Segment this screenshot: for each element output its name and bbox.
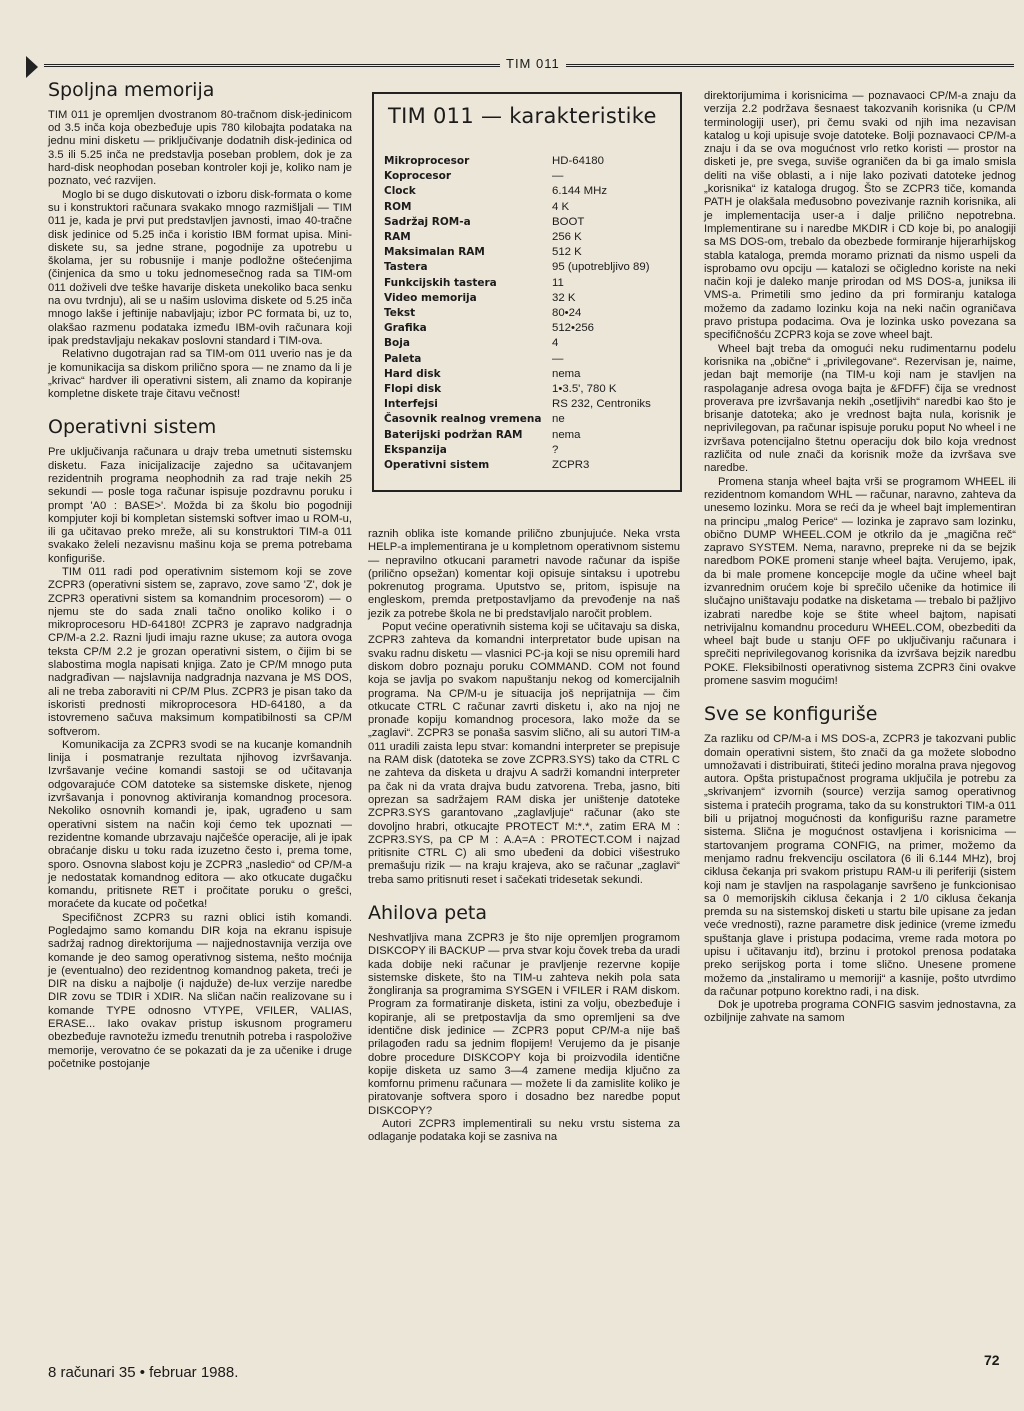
paragraph: Specifičnost ZCPR3 su razni oblici istih komandi. Pogledajmo samo komandu DIR koja na ekranu ispisuje sadržaj radnog direktorijuma — najjednostavnija verzija ove komande je deo samog operativnog sistema, nešto moćnija je (eventualno) deo rezidentnog komandnog paketa, treći je DIR na disku a najbolje (i najduže) de-lux verzije naredbe DIR zovu se TDIR i XDIR. Na sličan način realizovane su i komande TYPE odnosno VTYPE, VFILER, VALIAS, ERASE... Iako ovakav pristup iskusnom programeru obezbeđuje ravnotežu između trenutnih potreba i raspoložive memorije, verovatno će se pokazati da je za učenike i druge početnike postojanje — [48, 911, 352, 1070]
paragraph: Relativno dugotrajan rad sa TIM-om 011 uverio nas je da je komunikacija sa diskom prilično spora — ne znamo da li je „krivac“ hardver ili operativni sistem, ali znamo da kopiranje kompletne diskete traje čitavu večnost! — [48, 348, 352, 401]
paragraph: Neshvatljiva mana ZCPR3 je što nije opremljen programom DISKCOPY ili BACKUP — prva stvar koju čovek treba da uradi kada dobije neki računar je pravljenje rezervne kopije sistemske diskete, što na TIM-u zahteva nekih pola sata žongliranja sa programima SYSGEN i VFILER i RAM diskom. Program za formatiranje disketa, istini za volju, obezbeđuje i kopiranje, ali se pretpostavlja da smo opremljeni sa dve identične disk jedinice — ZCPR3 poput CP/M-a nije baš prilagođen radu sa jednim flopijem! Verujemo da je pisanje dobre procedure DISKCOPY koja bi proizvodila identične kopije disketa uz samo 3—4 zamene medija ključno za komfornu primenu računara — možete li da zamislite koliko je piratovanje softvera sporo i dosadno bez naredbe poput DISKCOPY? — [368, 931, 680, 1117]
paragraph: direktorijumima i korisnicima — poznavaoci CP/M-a znaju da verzija 2.2 podržava šesnaest takozvanih korisnika (u CP/M terminologiji user), pri čemu svaki od njih ima nezavisan katalog u koji upisuje svoje datoteke. Bolji poznavaoci CP/M-a znaju i da se ova mogućnost vrlo retko koristi — prostor na disketi je, pre svega, suviše ograničen da bi ga imalo smisla deliti na više oblasti, a i nije lako pozivati datoteke jednog „korisnika“ iz kataloga drugog. Što se ZCPR3 tiče, komanda PATH je olakšala međusobno povezivanje raznih korisnika, ali je implementacija user-a i dalje prilično nepotrebna. Implementirane su i naredbe MKDIR i CD koje bi, po analogiji sa MS DOS-om, trebalo da obezbede formiranje hijerarhijskog stabla kataloga, premda moramo priznati da nismo uspeli da isprobamo ovu opciju — katalozi se očigledno koriste na neki način koji je daleko manje prirodan od MS DOS-a, juniksa ili VMS-a. Primetili smo jedino da pri formiranju kataloga možemo da zadamo lozinku koja na neki način ograničava pravo pristupa podacima. Ova je lozinka usko povezana sa specifičnošću ZCPR3 koja se zove wheel bajt. — [704, 90, 1016, 342]
spec-value: RS 232, Centroniks — [552, 398, 651, 411]
spec-row — [384, 397, 670, 412]
paragraph: raznih oblika iste komande prilično zbunjujuće. Neka vrsta HELP-a implementirana je u kompletnom operativnom sistemu — nepravilno otkucani parametri navode računar da ispiše (prilično opsežan) komentar koji opisuje sintaksu i upotrebu pokrenutog programa. Uputstvo se, pritom, ispisuje na engleskom, premda pretpostavljamo da prevođenje na naš jezik za potrebe škola ne bi predstavljalo naročit problem. — [368, 528, 680, 620]
spec-value: 6.144 MHz — [552, 185, 608, 198]
spec-value: 1•3.5', 780 K — [552, 383, 617, 396]
header-title: TIM 011 — [506, 56, 560, 71]
spec-key: Baterijski podržan RAM — [384, 428, 523, 441]
column-middle — [368, 528, 680, 1145]
page-footer: 8 računari 35 • februar 1988. — [48, 1364, 239, 1381]
spec-key: Operativni sistem — [384, 459, 490, 472]
spec-row — [384, 154, 670, 169]
spec-row — [384, 306, 670, 321]
spec-value: 11 — [552, 276, 564, 289]
spec-value: nema — [552, 367, 581, 380]
spec-box-title: TIM 011 — karakteristike — [388, 104, 657, 128]
paragraph: TIM 011 je opremljen dvostranom 80-tračnom disk-jedinicom od 3.5 inča koja obezbeđuje upis 780 kilobajta podataka na jednu mini disketu — priključivanje dodatnih disk-jedinica od 3.5 ili 5.25 inča ne predstavlja poseban problem, dok je za hard-disk neophodan poseban kontroler koji je, koliko nam je poznato, već razvijen. — [48, 108, 352, 188]
spec-row — [384, 458, 670, 473]
paragraph: Promena stanja wheel bajta vrši se programom WHEEL ili rezidentnom komandom WHL — računar, naravno, zahteva da unesemo lozinku. Mora se reći da je wheel bajt implementiran na principu „malog Perice“ — lozinka je zapravo sam lozinku, obično DUMP WHEEL.COM je otkrilo da je „magična reč“ zapravo SYSTEM. Nema, naravno, prepreke ni da se bejzik naredbom POKE promeni stanje wheel bajta. Verujemo, ipak, da bi male promene koncepcije mogle da učine wheel bajt izvanrednim orućem koje bi sprečilo učenike da hotimice ili slučajno uništavaju podatke na disketama — trebalo bi pažljivo izabrati naredbe koje se štite wheel bajtom, napisati netrivijalnu komandnu proceduru WHEEL.COM, obezbediti da wheel bajt bude u stanju OFF po uključivanju računara i sprečiti neprivilegovanog korisnika da izvršava bejzik naredbu POKE. Fleksibilnosti operativnog sistema ZCPR3 čini ovakve promene sasvim mogućim! — [704, 475, 1016, 688]
spec-row — [384, 245, 670, 260]
spec-row — [384, 230, 670, 245]
spec-key: Sadržaj ROM-a — [384, 215, 471, 228]
spec-value: ne — [552, 413, 565, 426]
spec-value: 95 (upotrebljivo 89) — [552, 261, 650, 274]
spec-value: 512 K — [552, 246, 582, 259]
paragraph: Dok je upotreba programa CONFIG sasvim jednostavna, za ozbiljnije zahvate na samom — [704, 999, 1016, 1025]
heading-operativni-sistem: Operativni sistem — [48, 416, 217, 439]
spec-key: Clock — [384, 185, 416, 198]
spec-key: ROM — [384, 200, 412, 213]
spec-key: Hard disk — [384, 367, 441, 380]
spec-key: Paleta — [384, 352, 422, 365]
paragraph: TIM 011 radi pod operativnim sistemom koji se zove ZCPR3 (operativni sistem se, zapravo, zove samo 'Z', dok je ZCPR3 operativni sistem sa komandnim procesorom) — o njemu ste do sada znali tačno onoliko koliko i o mikroprocesoru HD-64180! ZCPR3 je zapravo nadgradnja CP/M-a 2.2. Razni ljudi imaju razne ukuse; za autora ovoga teksta CP/M 2.2 je grozan operativni sistem, o čijim bi se slabostima mogla napisati knjiga. Zato je CP/M mnogo puta nadgrađivan — najslavnija nadgradnja nazvana je MS DOS, ali ne treba zaboraviti ni CP/M Plus. ZCPR3 je pisan tako da iskoristi prednosti mikroprocesora HD-64180, a da istovremeno sačuva maksimum kompatibilnosti sa CP/M softverom. — [48, 565, 352, 738]
spec-row — [384, 184, 670, 199]
spec-value: 4 K — [552, 200, 570, 213]
spec-row — [384, 276, 670, 291]
spec-value: 4 — [552, 337, 559, 350]
paragraph: Komunikacija za ZCPR3 svodi se na kucanje komandnih linija i posmatranje rezultata njihovog izvršavanja. Izvršavanje većine komandi sastoji se od učitavanja odgovarajuće COM datoteke sa sistemske diskete, njenog izvršavanja i ponovnog aktiviranja komandnog procesora. Nekoliko osnovnih komandi je, ipak, ugrađeno u sam operativni sistem na način koji ćemo tek upoznati — rezidentne komande ubrzavaju najčešće operacije, ali je ipak obraćanje disku u toku rada izuzetno često i, prema tome, sporo. Osnovna slabost koju je ZCPR3 „nasledio“ od CP/M-a je nedostatak komandnog editora — ako otkucate dugačku komandu, pritisnete RET i pročitate poruku o grešci, moraćete da kucate od početka! — [48, 738, 352, 911]
spec-value: 256 K — [552, 231, 582, 244]
spec-row — [384, 367, 670, 382]
spec-row — [384, 382, 670, 397]
spec-row — [384, 200, 670, 215]
spec-key: Mikroprocesor — [384, 155, 470, 167]
heading-sve-se-konfigurise: Sve se konfiguriše — [704, 703, 878, 726]
column-right — [704, 90, 1016, 1026]
heading-spoljna-memorija: Spoljna memorija — [48, 79, 215, 101]
spec-key: Grafika — [384, 322, 427, 335]
paragraph: Wheel bajt treba da omogući neku rudimentarnu podelu korisnika na „obične“ i „privilegovane“. Rezervisan je, naime, jedan bajt memorije (na TIM-u koji nam je stavljen na raspolaganje adresa ovoga bajta je &FDFF) čija se vrednost proverava pre izvršavanja nekih „osetljivih“ naredbi kao što je brisanje datoteka; ako je vrednost bajta nula, korisnik je neprivilegovan, pa računar ispisuje poruku poput No wheel i ne izvršava potencijalno štetnu operaciju dok bilo koja vrednost različita od nule znači da korisnik može da izvršava sve naredbe. — [704, 342, 1016, 475]
spec-key: Funkcijskih tastera — [384, 276, 497, 289]
spec-value: 32 K — [552, 291, 576, 304]
spec-row — [384, 260, 670, 275]
spec-row — [384, 215, 670, 230]
spec-key: Flopi disk — [384, 383, 442, 396]
paragraph: Moglo bi se dugo diskutovati o izboru disk-formata o kome su i konstruktori računara svakako mnogo razmišljali — TIM 011 je, kada je prvi put predstavljen javnosti, imao 40-tračne disk jedinice od 5.25 inča i koristio IBM format upisa. Mini-diskete su, sa jedne strane, pogodnije za upotrebu u školama, jer su robusnije i manje podložne oštećenjima (činjenica da smo u toku jednomesečnog rada sa TIM-om 011 doživeli dve teške havarije disketa unekoliko baca senku na ovu tvrdnju), ali se u našim uslovima diskete od 5.25 inča mnogo lakše i jeftinije nabavljaju; izbor PC formata bi, uz to, olakšao razmenu podataka između IBM-ovih računara koji ipak predstavljaju nekakav poslovni standard i TIM-ova. — [48, 188, 352, 347]
spec-key: Časovnik realnog vremena — [384, 413, 542, 426]
spec-row — [384, 169, 670, 184]
spec-value: — — [552, 352, 564, 365]
spec-value: ZCPR3 — [552, 459, 590, 472]
heading-ahilova-peta: Ahilova peta — [368, 902, 487, 925]
paragraph: Poput većine operativnih sistema koji se učitavaju sa diska, ZCPR3 zahteva da komandni interpretator bude upisan na svaku radnu disketu — vlasnici PC-ja koji se nisu opremili hard diskom dobro poznaju poruku COMMAND. COM not found koja se javlja po svakom napuštanju nekog od komercijalnih programa. Na CP/M-u je situacija još neprijatnija — čim otkucate CTRL C računar zavrti disketu i, ako na njoj ne pronađe kopiju komandnog procesora, lako može da se „zaglavi“. ZCPR3 se ponaša sasvim slično, ali su autori TIM-a 011 uradili zaista lepu stvar: komandni interpreter se prepisuje na RAM disk (datoteka se zove ZCPR3.SYS) tako da CTRL C ne zahteva da disketa u drajvu A sadrži komandni interpreter pa čak ni da vrata drajva budu zatvorena. Treba, jasno, biti oprezan sa sadržajem RAM diska jer uništenje datoteke ZCPR3.SYS garantovano „zaglavljuje“ računar (ako ste dovoljno hrabri, otkucajte PROTECT M:*.*, zatim ERA M : ZCPR3.SYS, pa CP M : A.A=A : PROTECT.COM i najzad pritisnite CTRL C) ali smo ubeđeni da dobici višestruko premašuju rizik — na kraju krajeva, ako se računar „zaglavi“ treba samo pritisnuti reset i sačekati tridesetak sekundi. — [368, 621, 680, 886]
paragraph: Autori ZCPR3 implementirali su neku vrstu sistema za odlaganje podataka koji se zasniva na — [368, 1118, 680, 1144]
spec-row — [384, 291, 670, 306]
spec-row — [384, 443, 670, 458]
spec-row — [384, 336, 670, 351]
spec-value: HD-64180 — [552, 155, 604, 167]
spec-row — [384, 428, 670, 443]
spec-value: BOOT — [552, 215, 585, 228]
spec-table — [384, 154, 670, 473]
spec-value: — — [552, 170, 564, 183]
spec-row — [384, 412, 670, 427]
spec-value: 80•24 — [552, 307, 582, 320]
spec-key: Ekspanzija — [384, 443, 447, 456]
spec-value: ? — [552, 443, 559, 456]
header-rule-left — [44, 64, 500, 67]
spec-key: Tekst — [384, 307, 416, 320]
column-left — [48, 80, 352, 1071]
spec-box — [372, 92, 682, 492]
page-number: 72 — [984, 1352, 1000, 1368]
spec-value: nema — [552, 428, 581, 441]
spec-row — [384, 321, 670, 336]
spec-key: RAM — [384, 231, 411, 244]
paragraph: Za razliku od CP/M-a i MS DOS-a, ZCPR3 je takozvani public domain operativni sistem, što znači da ga možete slobodno umnožavati i distribuirati, štiteći jedino moralna prava njegovog autora. Opšta pristupačnost programa uključila je potrebu za „skrivanjem“ izvornih (source) verzija samog operativnog sistema i pratećih programa, tako da su konstruktori TIM-a 011 bili u prijatnoj mogućnosti da konfigurišu razne parametre sistema. Slična je mogućnost ostavljena i korisnicima — startovanjem programa CONFIG, na primer, možemo da menjamo radnu frekvenciju oscilatora (6 ili 6.144 MHz), broj ciklusa čekanja pri svakom pristupu RAM-u ili periferiji (sistem koji nam je stavljen na raspolaganje savršeno je funkcionisao sa 0 memorijskih ciklusa čekanja i 2 1/0 ciklusa čekanja premda su na sistemskoj disketi u startu bile upisane za jedan veće vrednosti), razne parametre disk jedinice (vreme između spuštanja glave i pristupa podacima, vreme rada motora po upisu i učitavanju itd), brzinu i protokol prenosa podataka preko serijskog porta i tome slično. Unesene promene možemo da „instaliramo u memoriji“ a kasnije, pošto utvrdimo da računar potpuno korektno radi, i na disk. — [704, 733, 1016, 998]
spec-row — [384, 352, 670, 367]
spec-key: Maksimalan RAM — [384, 246, 485, 259]
spec-key: Interfejsi — [384, 398, 438, 411]
arrow-marker-icon — [26, 56, 38, 78]
spec-key: Boja — [384, 337, 410, 350]
paragraph: Pre uključivanja računara u drajv treba umetnuti sistemsku disketu. Faza inicijalizacije zajedno sa učitavanjem rezidentnih programa neophodnih za rad traje nekih 25 sekundi — posle toga računar ispisuje pozdravnu poruku i prompt 'A0 : BASE>'. Možda bi za školu bio pogodniji kompjuter koji bi kompletan sistemski softver imao u ROM-u, ili ga učitavao preko mreže, ali su konstruktori TIM-a 011 svakako želeli nezavisnu mašinu koja se prema potrebama konfiguriše. — [48, 446, 352, 565]
spec-key: Koprocesor — [384, 170, 452, 183]
spec-value: 512•256 — [552, 322, 594, 335]
spec-key: Video memorija — [384, 291, 477, 304]
spec-key: Tastera — [384, 261, 428, 274]
header-rule-right — [566, 64, 1014, 67]
